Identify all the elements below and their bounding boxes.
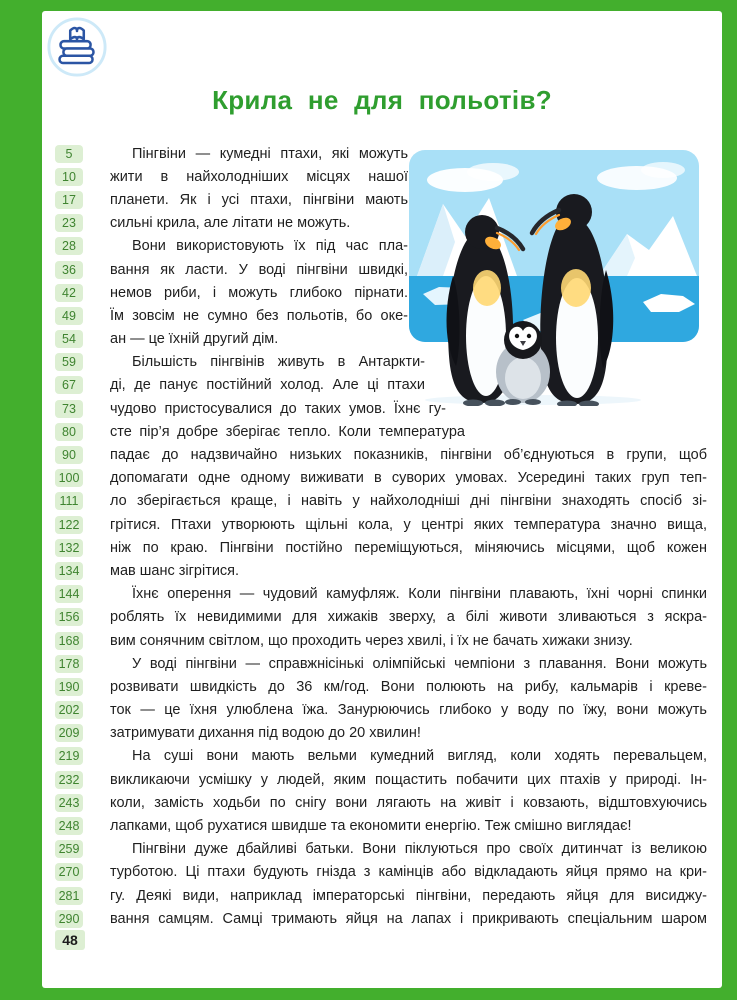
text-line <box>55 814 707 837</box>
text-line <box>55 397 707 420</box>
text-line <box>55 907 707 930</box>
line-word-count: 248 <box>55 817 83 835</box>
line-word-count: 144 <box>55 585 83 603</box>
line-word-count: 59 <box>55 353 83 371</box>
line-word-count: 90 <box>55 446 83 464</box>
line-text: мав шанс зігрітися. <box>110 562 240 579</box>
text-line <box>55 768 707 791</box>
text-line <box>55 745 707 768</box>
page-sheet <box>42 11 722 988</box>
line-word-count: 73 <box>55 400 83 418</box>
line-text: вання як ласти. У воді пінгвіни швидкі, <box>110 261 408 278</box>
line-word-count: 100 <box>55 469 83 487</box>
line-text: падає до надзвичайно низьких показників, пінгвіни об’єднуються в групи, щоб <box>110 447 707 464</box>
line-text: Їхнє оперення — чудовий камуфляж. Коли пінгвіни плавають, їхні чорні спинки <box>132 586 707 603</box>
line-text: Вони використовують їх під час пла- <box>132 238 408 255</box>
line-word-count: 111 <box>55 492 83 510</box>
series-badge <box>46 16 108 78</box>
page-number-badge: 48 <box>55 930 85 950</box>
line-word-count: 10 <box>55 168 83 186</box>
line-text: немов риби, і можуть глибоко пірнати. <box>110 284 408 301</box>
line-word-count: 67 <box>55 376 83 394</box>
line-text: ніж по краю. Пінгвіни постійно переміщуються, міняючись місцями, щоб кожен <box>110 539 707 556</box>
line-word-count: 168 <box>55 632 83 650</box>
text-line <box>55 629 707 652</box>
line-word-count: 290 <box>55 910 83 928</box>
text-line <box>55 142 707 165</box>
line-text: затримувати дихання під водою до 20 хвилин! <box>110 725 421 742</box>
line-word-count: 202 <box>55 701 83 719</box>
line-text: грітися. Птахи утворюють щільні кола, у центрі яких температура значно вища, <box>110 516 707 533</box>
text-line <box>55 884 707 907</box>
line-text: сте пір’я добре зберігає тепло. Коли температура <box>110 423 465 440</box>
line-text: допомагати одне одному виживати в суворих умовах. Усередині таких груп теп- <box>110 470 707 487</box>
text-line <box>55 258 707 281</box>
line-word-count: 5 <box>55 145 83 163</box>
text-line <box>55 490 707 513</box>
line-text: ан — це їхній другий дім. <box>110 331 279 348</box>
line-text: На суші вони мають вельми кумедний вигляд, коли ходять перевальцем, <box>132 748 707 765</box>
line-text: Пінгвіни — кумедні птахи, які можуть <box>132 145 408 162</box>
text-line <box>55 838 707 861</box>
text-line <box>55 188 707 211</box>
line-text: чудово пристосувалися до таких умов. Їхнє гу- <box>110 400 446 417</box>
page-title: Крила не для польотів? <box>212 85 552 115</box>
line-word-count: 132 <box>55 539 83 557</box>
line-word-count: 17 <box>55 191 83 209</box>
line-word-count: 232 <box>55 771 83 789</box>
line-text: коли, замість ходьби по снігу вони лягають на живіт і ковзають, відштовхуючись <box>110 794 707 811</box>
line-word-count: 178 <box>55 655 83 673</box>
line-text: жити в найхолодніших місцях нашої <box>110 168 408 185</box>
text-line <box>55 374 707 397</box>
line-word-count: 49 <box>55 307 83 325</box>
line-text: роблять їх невидимими для хижаків зверху, а білі животи зливаються з яскра- <box>110 609 707 626</box>
text-line <box>55 722 707 745</box>
line-word-count: 54 <box>55 330 83 348</box>
line-text: турботою. Ці птахи будують гнізда з камінців або відкладають яйця прямо на кри- <box>110 864 707 881</box>
text-line <box>55 606 707 629</box>
line-word-count: 36 <box>55 261 83 279</box>
text-line <box>55 165 707 188</box>
line-word-count: 243 <box>55 794 83 812</box>
text-line <box>55 861 707 884</box>
line-text: вим сонячним світлом, що проходить через хвилі, і їх не бачать хижаки знизу. <box>110 632 633 649</box>
line-word-count: 134 <box>55 562 83 580</box>
line-text: викликаючи усмішку у людей, яким пощастить побачити цих птахів у природі. Ін- <box>110 771 707 788</box>
reading-lines <box>55 142 707 930</box>
text-line <box>55 791 707 814</box>
text-line <box>55 652 707 675</box>
line-word-count: 42 <box>55 284 83 302</box>
text-line <box>55 467 707 490</box>
line-text: планети. Як і усі птахи, пінгвіни мають <box>110 191 408 208</box>
line-word-count: 259 <box>55 840 83 858</box>
text-line <box>55 443 707 466</box>
line-word-count: 28 <box>55 237 83 255</box>
line-word-count: 122 <box>55 516 83 534</box>
line-word-count: 209 <box>55 724 83 742</box>
line-word-count: 190 <box>55 678 83 696</box>
text-line <box>55 583 707 606</box>
text-line <box>55 235 707 258</box>
line-word-count: 219 <box>55 747 83 765</box>
line-word-count: 281 <box>55 887 83 905</box>
line-text: Їм зовсім не сумно без польотів, бо оке- <box>110 307 408 324</box>
text-line <box>55 536 707 559</box>
text-line <box>55 699 707 722</box>
text-line <box>55 513 707 536</box>
line-text: гу. Деякі види, наприклад імператорські пінгвіни, передають яйця для висиджу- <box>110 887 707 904</box>
text-line <box>55 328 707 351</box>
line-text: сильні крила, але літати не можуть. <box>110 215 351 232</box>
text-line <box>55 351 707 374</box>
text-line <box>55 675 707 698</box>
text-line <box>55 212 707 235</box>
line-text: У воді пінгвіни — справжнісінькі олімпійські чемпіони з плавання. Вони можуть <box>132 655 707 672</box>
line-text: ло зберігається краще, і навіть у найхолодніші дні пінгвіни знаходять спосіб зі- <box>110 493 707 510</box>
line-text: розвивати швидкість до 36 км/год. Вони полюють на рибу, кальмарів і креве- <box>110 678 707 695</box>
line-word-count: 270 <box>55 863 83 881</box>
line-text: вання самцям. Самці тримають яйця на лапах і прикривають спеціальним шаром <box>110 910 707 927</box>
line-text: ді, де панує постійний холод. Але ці птахи <box>110 377 425 394</box>
line-word-count: 23 <box>55 214 83 232</box>
line-word-count: 156 <box>55 608 83 626</box>
line-text: Пінгвіни дуже дбайливі батьки. Вони піклуються про своїх дитинчат із великою <box>132 841 707 858</box>
text-line <box>55 304 707 327</box>
text-line <box>55 281 707 304</box>
line-word-count: 80 <box>55 423 83 441</box>
text-line <box>55 559 707 582</box>
line-text: лапками, щоб рухатися швидше та економити енергію. Теж смішно виглядає! <box>110 818 632 835</box>
line-text: Більшість пінгвінів живуть в Антаркти- <box>132 354 425 371</box>
books-icon <box>46 16 108 78</box>
text-line <box>55 420 707 443</box>
line-text: ток — це їхня улюблена їжа. Занурюючись глибоко у воду по їжу, вони можуть <box>110 702 707 719</box>
